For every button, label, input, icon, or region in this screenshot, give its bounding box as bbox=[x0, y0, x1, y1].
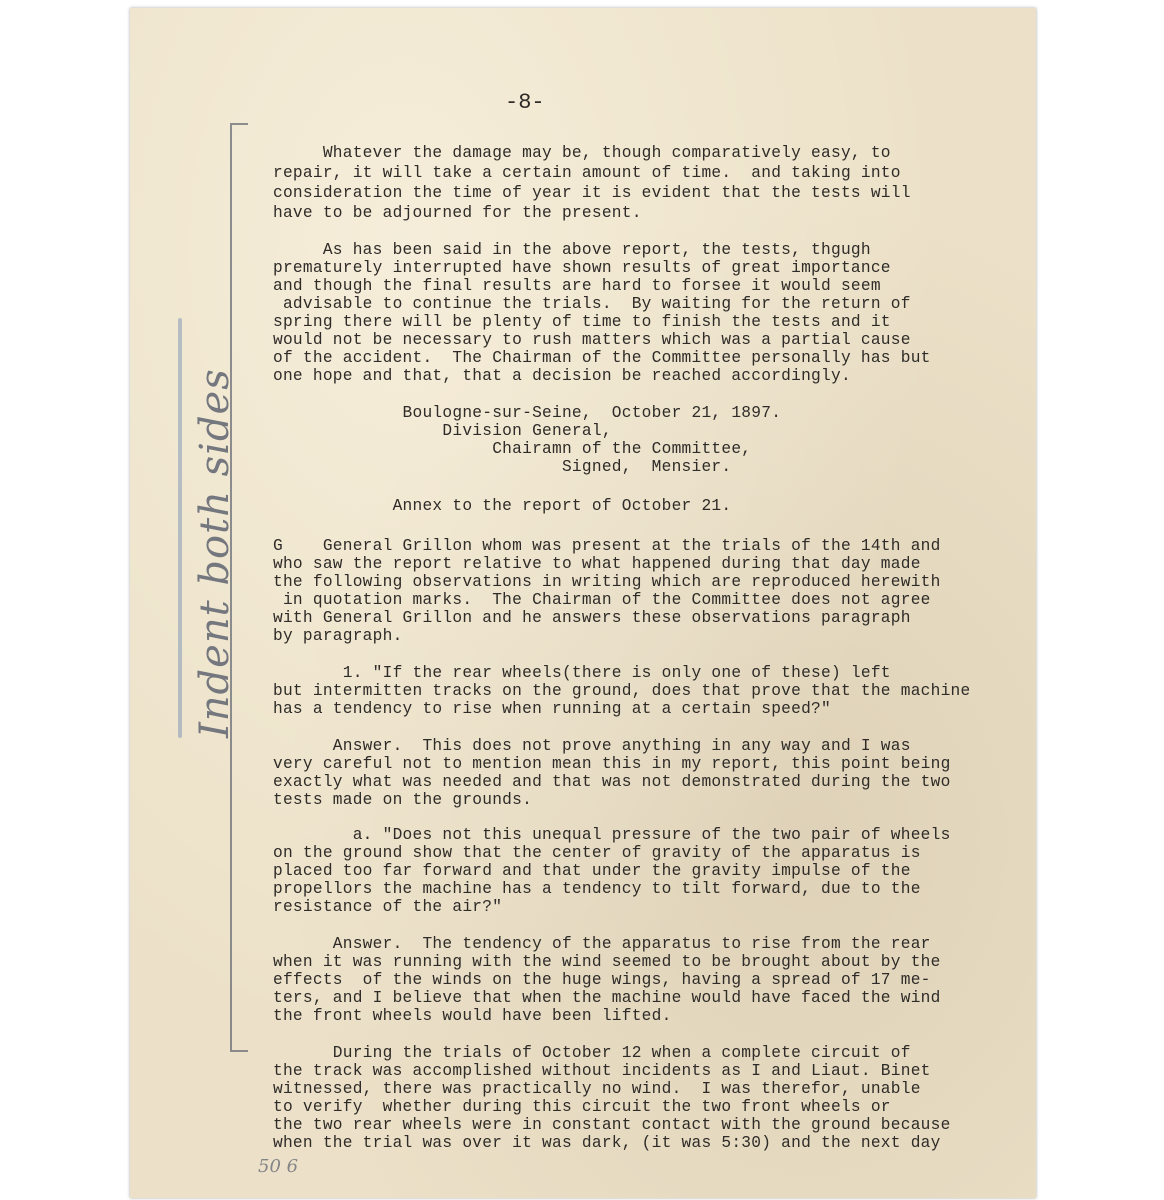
text-line: Signed, Mensier. bbox=[273, 458, 732, 476]
text-line: the front wheels would have been lifted. bbox=[273, 1007, 672, 1025]
text-line: in quotation marks. The Chairman of the Committee does not agree bbox=[273, 591, 931, 609]
text-line: with General Grillon and he answers these observations paragraph bbox=[273, 609, 911, 627]
text-line: spring there will be plenty of time to finish the tests and it bbox=[273, 313, 891, 331]
text-line: by paragraph. bbox=[273, 627, 403, 645]
text-line: and though the final results are hard to forsee it would seem bbox=[273, 277, 881, 295]
handwritten-margin-note: Indent both sides bbox=[192, 368, 238, 738]
text-line: propellors the machine has a tendency to tilt forward, due to the bbox=[273, 880, 921, 898]
text-line: has a tendency to rise when running at a certain speed?" bbox=[273, 700, 831, 718]
text-line: Answer. This does not prove anything in any way and I was bbox=[273, 737, 911, 755]
document-page bbox=[130, 8, 1036, 1198]
text-line: Answer. The tendency of the apparatus to rise from the rear bbox=[273, 935, 931, 953]
text-line: prematurely interrupted have shown results of great importance bbox=[273, 259, 891, 277]
text-line: repair, it will take a certain amount of time. and taking into bbox=[273, 164, 901, 182]
text-line: the track was accomplished without incidents as I and Liaut. Binet bbox=[273, 1062, 931, 1080]
text-line: Annex to the report of October 21. bbox=[273, 497, 732, 515]
text-line: 1. "If the rear wheels(there is only one of these) left bbox=[273, 664, 891, 682]
text-line: consideration the time of year it is evident that the tests will bbox=[273, 184, 911, 202]
text-line: have to be adjourned for the present. bbox=[273, 204, 642, 222]
text-line: placed too far forward and that under the gravity impulse of the bbox=[273, 862, 911, 880]
handwritten-corner-note: 50 6 bbox=[258, 1156, 299, 1177]
text-line: but intermitten tracks on the ground, does that prove that the machine bbox=[273, 682, 971, 700]
text-line: resistance of the air?" bbox=[273, 898, 503, 916]
text-line: Division General, bbox=[273, 422, 612, 440]
text-line: During the trials of October 12 when a complete circuit of bbox=[273, 1044, 911, 1062]
text-line: exactly what was needed and that was not demonstrated during the two bbox=[273, 773, 951, 791]
text-line: the two rear wheels were in constant contact with the ground because bbox=[273, 1116, 951, 1134]
text-line: when the trial was over it was dark, (it was 5:30) and the next day bbox=[273, 1134, 941, 1152]
text-line: who saw the report relative to what happened during that day made bbox=[273, 555, 921, 573]
text-line: to verify whether during this circuit the two front wheels or bbox=[273, 1098, 891, 1116]
text-line: would not be necessary to rush matters which was a partial cause bbox=[273, 331, 911, 349]
text-line: As has been said in the above report, the tests, thgugh bbox=[273, 241, 871, 259]
text-line: ters, and I believe that when the machine would have faced the wind bbox=[273, 989, 941, 1007]
page-number: -8- bbox=[505, 90, 545, 115]
text-line: a. "Does not this unequal pressure of the two pair of wheels bbox=[273, 826, 951, 844]
text-line: effects of the winds on the huge wings, having a spread of 17 me- bbox=[273, 971, 931, 989]
text-line: on the ground show that the center of gravity of the apparatus is bbox=[273, 844, 921, 862]
typed-body bbox=[130, 8, 1036, 1198]
text-line: Whatever the damage may be, though comparatively easy, to bbox=[273, 144, 891, 162]
text-line: advisable to continue the trials. By waiting for the return of bbox=[273, 295, 911, 313]
text-line: the following observations in writing which are reproduced herewith bbox=[273, 573, 941, 591]
text-line: G General Grillon whom was present at the trials of the 14th and bbox=[273, 537, 941, 555]
text-line: one hope and that, that a decision be reached accordingly. bbox=[273, 367, 851, 385]
text-line: witnessed, there was practically no wind. I was therefor, unable bbox=[273, 1080, 921, 1098]
text-line: tests made on the grounds. bbox=[273, 791, 533, 809]
text-line: very careful not to mention mean this in my report, this point being bbox=[273, 755, 951, 773]
text-line: Boulogne-sur-Seine, October 21, 1897. bbox=[273, 404, 782, 422]
text-line: of the accident. The Chairman of the Committee personally has but bbox=[273, 349, 931, 367]
text-line: when it was running with the wind seemed to be brought about by the bbox=[273, 953, 941, 971]
text-line: Chairamn of the Committee, bbox=[273, 440, 752, 458]
